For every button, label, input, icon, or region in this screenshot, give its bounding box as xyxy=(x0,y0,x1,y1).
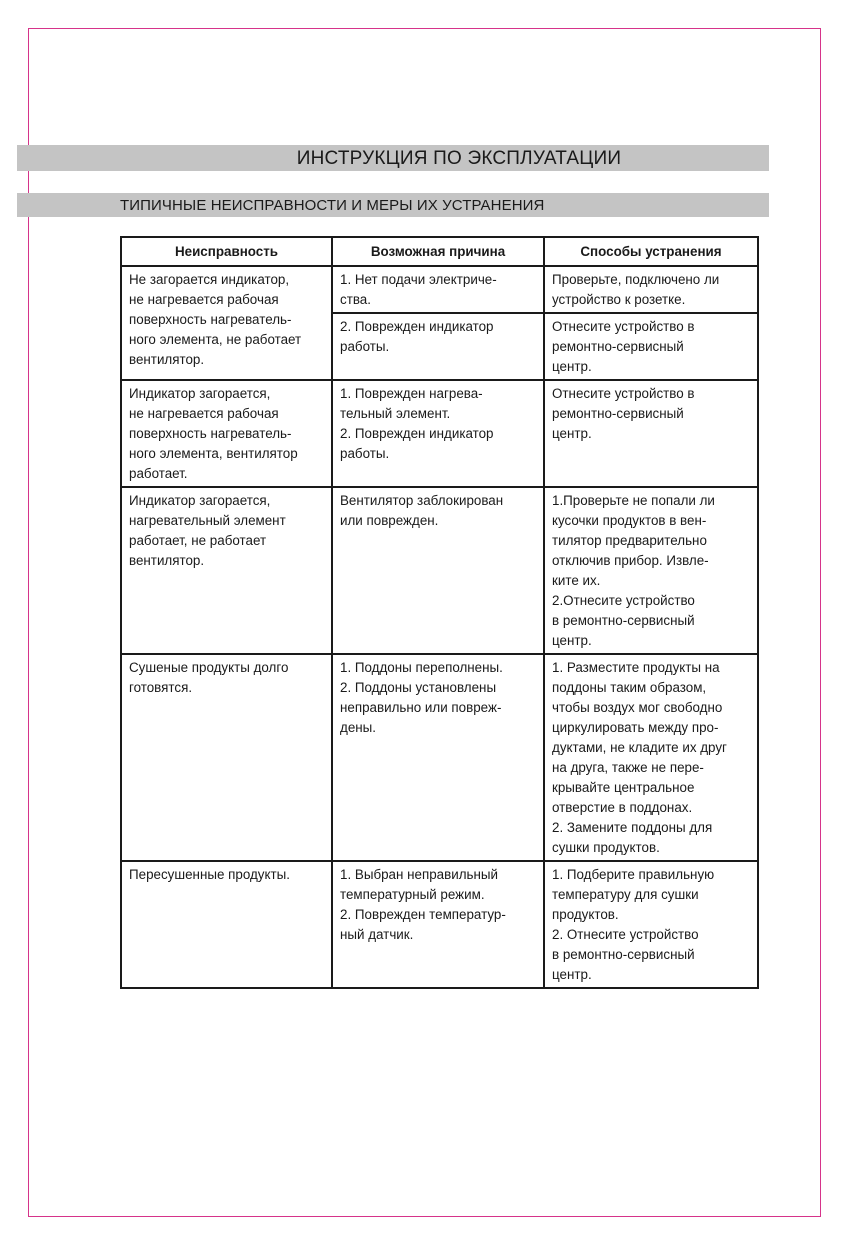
remedy-text-line: ките их. xyxy=(552,573,601,588)
fault-cell xyxy=(121,487,332,654)
fault-text-line: поверхность нагреватель- xyxy=(129,426,292,441)
remedy-text-line: 2.Отнесите устройство xyxy=(552,593,695,608)
table-row xyxy=(121,487,758,654)
remedy-cell xyxy=(544,380,758,487)
fault-text-line: не нагревается рабочая xyxy=(129,292,279,307)
remedy-text-line: температуру для сушки xyxy=(552,887,699,902)
remedy-text-line: поддоны таким образом, xyxy=(552,680,707,695)
fault-text-line: вентилятор. xyxy=(129,352,205,367)
remedy-text-line: Отнесите устройство в xyxy=(552,319,695,334)
remedy-text-line: ремонтно-сервисный xyxy=(552,406,684,421)
remedy-text-line: 2. Отнесите устройство xyxy=(552,927,699,942)
table-row xyxy=(121,380,758,487)
cause-text-line: 2. Поврежден индикатор xyxy=(340,319,494,334)
remedy-cell xyxy=(544,313,758,380)
remedy-text-line: продуктов. xyxy=(552,907,619,922)
remedy-text-line: крывайте центральное xyxy=(552,780,695,795)
fault-text-line: не нагревается рабочая xyxy=(129,406,279,421)
remedy-text-line: в ремонтно-сервисный xyxy=(552,613,695,628)
section-title: ТИПИЧНЫЕ НЕИСПРАВНОСТИ И МЕРЫ ИХ УСТРАНЕНИЯ xyxy=(120,197,545,214)
fault-text-line: ного элемента, вентилятор xyxy=(129,446,298,461)
remedy-text-line: в ремонтно-сервисный xyxy=(552,947,695,962)
cause-text-line: или поврежден. xyxy=(340,513,439,528)
remedy-text-line: центр. xyxy=(552,426,592,441)
remedy-text-line: ремонтно-сервисный xyxy=(552,339,684,354)
troubleshooting-table xyxy=(120,236,759,989)
remedy-cell xyxy=(544,861,758,988)
fault-text-line: Индикатор загорается, xyxy=(129,493,271,508)
cause-text-line: дены. xyxy=(340,720,377,735)
remedy-text-line: центр. xyxy=(552,633,592,648)
remedy-text-line: отверстие в поддонах. xyxy=(552,800,693,815)
cause-cell xyxy=(332,380,544,487)
remedy-cell xyxy=(544,487,758,654)
remedy-text-line: чтобы воздух мог свободно xyxy=(552,700,723,715)
cause-cell xyxy=(332,861,544,988)
cause-text-line: ный датчик. xyxy=(340,927,414,942)
page-title: ИНСТРУКЦИЯ ПО ЭКСПЛУАТАЦИИ xyxy=(296,148,622,169)
fault-text-line: нагревательный элемент xyxy=(129,513,286,528)
table-header-row xyxy=(121,237,758,266)
cause-text-line: 1. Поврежден нагрева- xyxy=(340,386,483,401)
cause-text-line: 2. Поврежден температур- xyxy=(340,907,506,922)
column-header-fault: Неисправность xyxy=(121,237,332,266)
remedy-cell xyxy=(544,266,758,313)
cause-text-line: температурный режим. xyxy=(340,887,485,902)
cause-cell xyxy=(332,654,544,861)
cause-text-line: 1. Нет подачи электриче- xyxy=(340,272,497,287)
cause-cell xyxy=(332,266,544,313)
remedy-text-line: 1. Разместите продукты на xyxy=(552,660,720,675)
fault-text-line: вентилятор. xyxy=(129,553,205,568)
fault-text-line: работает. xyxy=(129,466,188,481)
cause-text-line: 1. Выбран неправильный xyxy=(340,867,498,882)
remedy-text-line: на друга, также не пере- xyxy=(552,760,704,775)
fault-cell xyxy=(121,380,332,487)
table-row xyxy=(121,654,758,861)
cause-text-line: тельный элемент. xyxy=(340,406,451,421)
remedy-text-line: 2. Замените поддоны для xyxy=(552,820,713,835)
remedy-text-line: центр. xyxy=(552,359,592,374)
cause-text-line: 1. Поддоны переполнены. xyxy=(340,660,503,675)
fault-text-line: Не загорается индикатор, xyxy=(129,272,290,287)
section-title-bar xyxy=(17,193,769,217)
cause-text-line: Вентилятор заблокирован xyxy=(340,493,504,508)
remedy-text-line: Отнесите устройство в xyxy=(552,386,695,401)
column-header-cause: Возможная причина xyxy=(332,237,544,266)
cause-text-line: 2. Поддоны установлены xyxy=(340,680,497,695)
fault-text-line: работает, не работает xyxy=(129,533,267,548)
remedy-text-line: отключив прибор. Извле- xyxy=(552,553,709,568)
remedy-cell xyxy=(544,654,758,861)
fault-text-line: ного элемента, не работает xyxy=(129,332,302,347)
cause-cell xyxy=(332,487,544,654)
remedy-text-line: устройство к розетке. xyxy=(552,292,686,307)
fault-text-line: поверхность нагреватель- xyxy=(129,312,292,327)
table-row xyxy=(121,861,758,988)
fault-text-line: Индикатор загорается, xyxy=(129,386,271,401)
remedy-text-line: дуктами, не кладите их друг xyxy=(552,740,727,755)
fault-cell xyxy=(121,266,332,380)
remedy-text-line: Проверьте, подключено ли xyxy=(552,272,720,287)
cause-cell xyxy=(332,313,544,380)
fault-text-line: готовятся. xyxy=(129,680,193,695)
remedy-text-line: тилятор предварительно xyxy=(552,533,707,548)
fault-cell xyxy=(121,861,332,988)
cause-text-line: работы. xyxy=(340,339,390,354)
fault-cell xyxy=(121,654,332,861)
remedy-text-line: 1. Подберите правильную xyxy=(552,867,715,882)
cause-text-line: работы. xyxy=(340,446,390,461)
remedy-text-line: сушки продуктов. xyxy=(552,840,660,855)
table-row xyxy=(121,266,758,313)
fault-text-line: Пересушенные продукты. xyxy=(129,867,290,882)
fault-text-line: Сушеные продукты долго xyxy=(129,660,289,675)
remedy-text-line: 1.Проверьте не попали ли xyxy=(552,493,715,508)
remedy-text-line: центр. xyxy=(552,967,592,982)
remedy-text-line: циркулировать между про- xyxy=(552,720,719,735)
main-title-bar xyxy=(17,145,769,171)
remedy-text-line: кусочки продуктов в вен- xyxy=(552,513,707,528)
cause-text-line: ства. xyxy=(340,292,371,307)
column-header-remedy: Способы устранения xyxy=(544,237,758,266)
cause-text-line: 2. Поврежден индикатор xyxy=(340,426,494,441)
cause-text-line: неправильно или повреж- xyxy=(340,700,502,715)
